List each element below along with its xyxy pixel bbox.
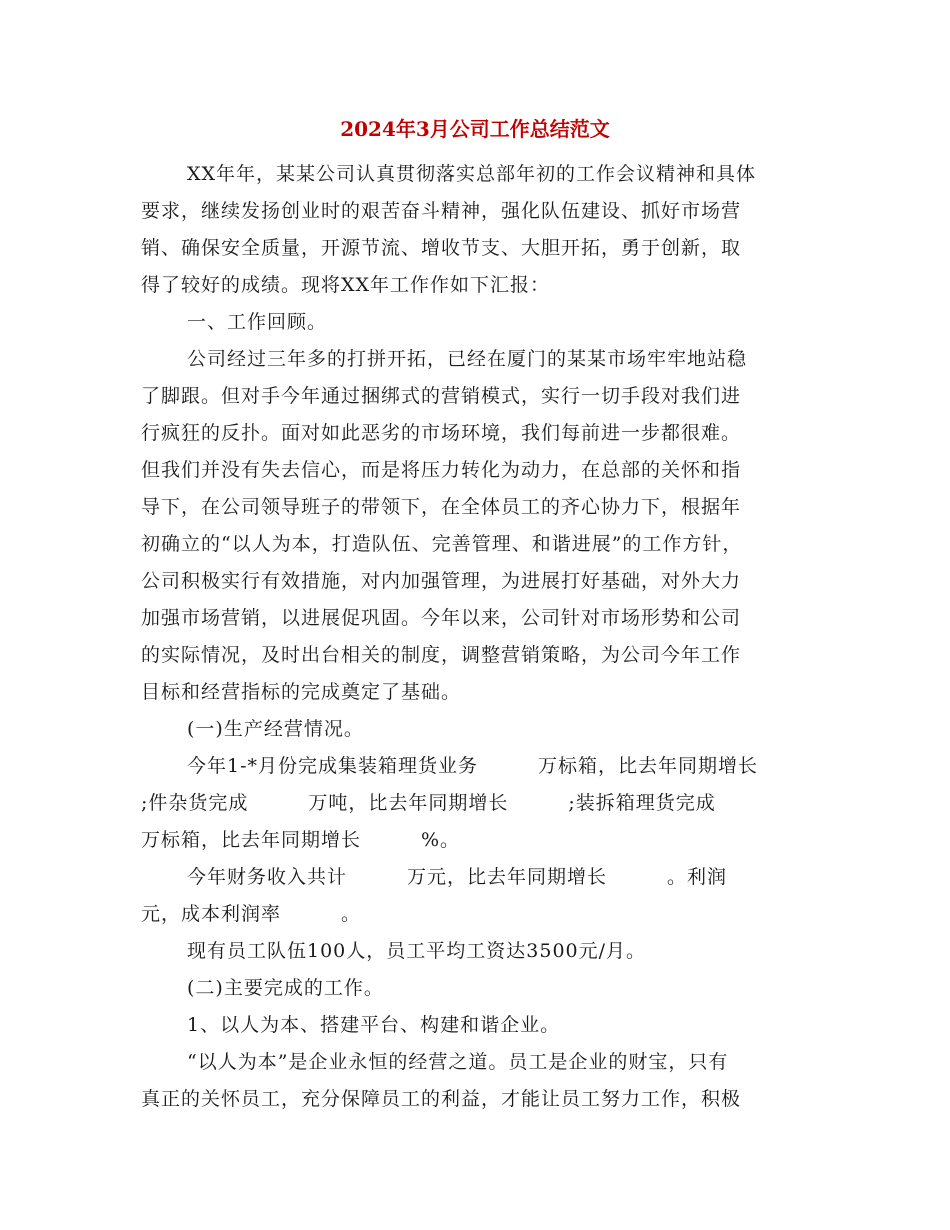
text-line: ;件杂货完成 万吨，比去年同期增长 ;装拆箱理货完成 xyxy=(141,792,716,814)
text-line: 要求，继续发扬创业时的艰苦奋斗精神，强化队伍建设、抓好市场营 xyxy=(141,200,742,222)
text-line: “以人为本”是企业永恒的经营之道。员工是企业的财宝，只有 xyxy=(187,1051,729,1073)
section-heading: 1、以人为本、搭建平台、构建和谐企业。 xyxy=(187,1014,561,1036)
text-line: 行疯狂的反扑。面对如此恶劣的市场环境，我们每前进一步都很难。 xyxy=(141,422,742,444)
section-heading: (二)主要完成的工作。 xyxy=(187,977,384,999)
text-line: 目标和经营指标的完成奠定了基础。 xyxy=(141,681,462,703)
text-line: 现有员工队伍100人，员工平均工资达3500元/月。 xyxy=(187,940,647,962)
text-line: XX年年，某某公司认真贯彻落实总部年初的工作会议精神和具体 xyxy=(187,163,757,185)
text-line: 今年1-*月份完成集装箱理货业务 万标箱，比去年同期增长 xyxy=(187,755,759,777)
text-line: 的实际情况，及时出台相关的制度，调整营销策略，为公司今年工作 xyxy=(141,644,742,666)
text-line: 公司经过三年多的打拼开拓，已经在厦门的某某市场牢牢地站稳 xyxy=(187,348,748,370)
text-line: 公司积极实行有效措施，对内加强管理，为进展打好基础，对外大力 xyxy=(141,570,742,592)
section-heading: (一)生产经营情况。 xyxy=(187,718,364,740)
text-line: 导下，在公司领导班子的带领下，在全体员工的齐心协力下，根据年 xyxy=(141,496,742,518)
text-line: 加强市场营销，以进展促巩固。今年以来，公司针对市场形势和公司 xyxy=(141,607,742,629)
text-line: 得了较好的成绩。现将XX年工作作如下汇报： xyxy=(141,274,551,296)
text-line: 了脚跟。但对手今年通过捆绑式的营销模式，实行一切手段对我们进 xyxy=(141,385,742,407)
document-title: 2024年3月公司工作总结范文 xyxy=(340,117,610,141)
text-line: 但我们并没有失去信心，而是将压力转化为动力，在总部的关怀和指 xyxy=(141,459,742,481)
text-line: 真正的关怀员工，充分保障员工的利益，才能让员工努力工作，积极 xyxy=(141,1088,742,1110)
text-line: 销、确保安全质量，开源节流、增收节支、大胆开拓，勇于创新，取 xyxy=(141,237,742,259)
text-line: 今年财务收入共计 万元，比去年同期增长 。利润 xyxy=(187,866,728,888)
text-line: 初确立的“以人为本，打造队伍、完善管理、和谐进展”的工作方针， xyxy=(141,533,743,555)
text-line: 万标箱，比去年同期增长 %。 xyxy=(141,829,461,851)
text-line: 元，成本利润率 。 xyxy=(141,903,362,925)
section-heading: 一、工作回顾。 xyxy=(187,311,328,333)
